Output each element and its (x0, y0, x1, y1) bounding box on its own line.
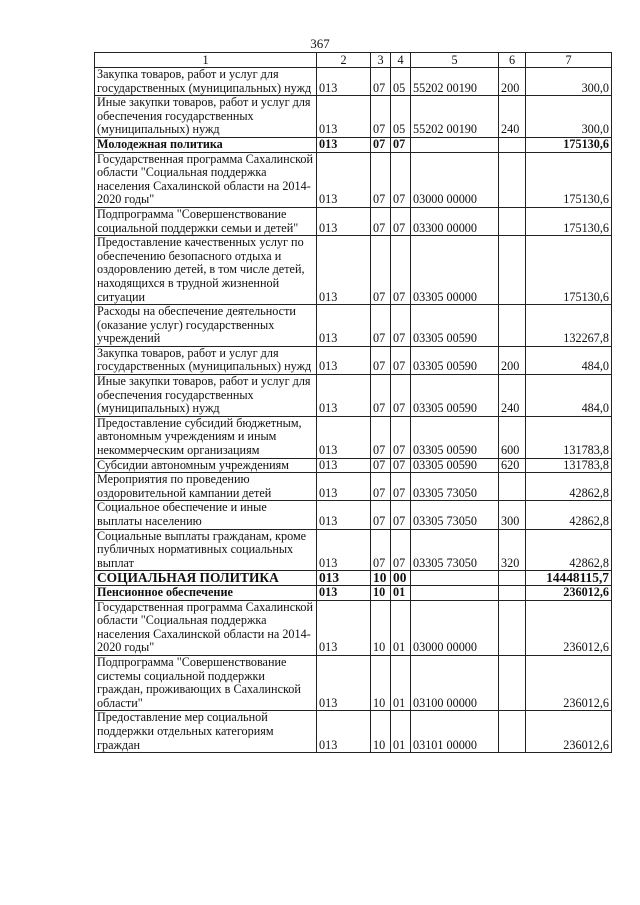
subsection-cell: 07 (391, 458, 411, 473)
subsection-cell: 07 (391, 236, 411, 305)
section-cell: 07 (371, 473, 391, 501)
amount-cell: 175130,6 (526, 137, 612, 152)
expense-type-cell (499, 305, 526, 347)
budget-table (94, 52, 612, 753)
table-row (95, 458, 612, 473)
amount-cell: 131783,8 (526, 458, 612, 473)
row-name-cell: Мероприятия по проведению оздоровительной кампании детей (95, 473, 317, 501)
section-cell: 07 (371, 501, 391, 529)
target-code-cell: 03305 73050 (411, 529, 499, 571)
section-cell: 07 (371, 207, 391, 235)
subsection-cell: 01 (391, 711, 411, 753)
ved-code-cell: 013 (317, 137, 371, 152)
row-name-cell: Социальное обеспечение и иные выплаты населению (95, 501, 317, 529)
ved-code-cell: 013 (317, 571, 371, 586)
row-name-cell: Предоставление субсидий бюджетным, автономным учреждениям и иным некоммерческим организациям (95, 416, 317, 458)
ved-code-cell: 013 (317, 207, 371, 235)
target-code-cell (411, 137, 499, 152)
section-cell: 10 (371, 585, 391, 600)
subsection-cell: 07 (391, 501, 411, 529)
target-code-cell: 03305 00590 (411, 305, 499, 347)
expense-type-cell (499, 137, 526, 152)
ved-code-cell: 013 (317, 346, 371, 374)
table-row (95, 207, 612, 235)
section-cell: 07 (371, 137, 391, 152)
header-cell: 3 (371, 53, 391, 68)
row-name-cell: Иные закупки товаров, работ и услуг для обеспечения государственных (муниципальных) нужд (95, 96, 317, 138)
expense-type-cell (499, 207, 526, 235)
expense-type-cell: 200 (499, 346, 526, 374)
table-row (95, 137, 612, 152)
subsection-cell: 07 (391, 416, 411, 458)
target-code-cell: 03305 00590 (411, 346, 499, 374)
header-cell: 4 (391, 53, 411, 68)
section-cell: 10 (371, 711, 391, 753)
ved-code-cell: 013 (317, 152, 371, 207)
table-row (95, 501, 612, 529)
row-name-cell: Расходы на обеспечение деятельности (оказание услуг) государственных учреждений (95, 305, 317, 347)
row-name-cell: Молодежная политика (95, 137, 317, 152)
amount-cell: 175130,6 (526, 236, 612, 305)
amount-cell: 484,0 (526, 375, 612, 417)
table-row (95, 152, 612, 207)
row-name-cell: Предоставление мер социальной поддержки отдельных категориям граждан (95, 711, 317, 753)
amount-cell: 175130,6 (526, 207, 612, 235)
section-cell: 10 (371, 655, 391, 710)
amount-cell: 236012,6 (526, 600, 612, 655)
target-code-cell: 03300 00000 (411, 207, 499, 235)
header-cell: 6 (499, 53, 526, 68)
header-cell: 7 (526, 53, 612, 68)
target-code-cell: 55202 00190 (411, 68, 499, 96)
table-row (95, 236, 612, 305)
expense-type-cell: 600 (499, 416, 526, 458)
section-cell: 07 (371, 416, 391, 458)
row-name-cell: СОЦИАЛЬНАЯ ПОЛИТИКА (95, 571, 317, 586)
subsection-cell: 00 (391, 571, 411, 586)
target-code-cell: 03100 00000 (411, 655, 499, 710)
table-header-row (95, 53, 612, 68)
ved-code-cell: 013 (317, 68, 371, 96)
target-code-cell: 03305 73050 (411, 501, 499, 529)
expense-type-cell: 240 (499, 375, 526, 417)
row-name-cell: Пенсионное обеспечение (95, 585, 317, 600)
amount-cell: 236012,6 (526, 711, 612, 753)
amount-cell: 300,0 (526, 96, 612, 138)
section-cell: 07 (371, 346, 391, 374)
table-row (95, 711, 612, 753)
expense-type-cell: 320 (499, 529, 526, 571)
section-cell: 07 (371, 305, 391, 347)
ved-code-cell: 013 (317, 711, 371, 753)
header-cell: 1 (95, 53, 317, 68)
section-cell: 07 (371, 96, 391, 138)
ved-code-cell: 013 (317, 96, 371, 138)
target-code-cell: 03305 73050 (411, 473, 499, 501)
expense-type-cell (499, 585, 526, 600)
row-name-cell: Социальные выплаты гражданам, кроме публичных нормативных социальных выплат (95, 529, 317, 571)
ved-code-cell: 013 (317, 585, 371, 600)
ved-code-cell: 013 (317, 416, 371, 458)
row-name-cell: Государственная программа Сахалинской области "Социальная поддержка населения Сахалинской области на 2014-2020 годы" (95, 152, 317, 207)
ved-code-cell: 013 (317, 501, 371, 529)
ved-code-cell: 013 (317, 655, 371, 710)
subsection-cell: 01 (391, 655, 411, 710)
section-cell: 07 (371, 458, 391, 473)
amount-cell: 14448115,7 (526, 571, 612, 586)
expense-type-cell: 240 (499, 96, 526, 138)
target-code-cell: 03000 00000 (411, 600, 499, 655)
amount-cell: 42862,8 (526, 473, 612, 501)
ved-code-cell: 013 (317, 305, 371, 347)
amount-cell: 175130,6 (526, 152, 612, 207)
section-cell: 07 (371, 236, 391, 305)
ved-code-cell: 013 (317, 236, 371, 305)
expense-type-cell (499, 473, 526, 501)
amount-cell: 131783,8 (526, 416, 612, 458)
table-row (95, 96, 612, 138)
section-cell: 07 (371, 152, 391, 207)
expense-type-cell (499, 571, 526, 586)
amount-cell: 42862,8 (526, 529, 612, 571)
section-cell: 10 (371, 571, 391, 586)
target-code-cell: 03305 00590 (411, 375, 499, 417)
subsection-cell: 01 (391, 585, 411, 600)
target-code-cell (411, 585, 499, 600)
subsection-cell: 07 (391, 137, 411, 152)
ved-code-cell: 013 (317, 473, 371, 501)
subsection-cell: 07 (391, 375, 411, 417)
ved-code-cell: 013 (317, 375, 371, 417)
subsection-cell: 07 (391, 305, 411, 347)
target-code-cell: 03101 00000 (411, 711, 499, 753)
table-row (95, 655, 612, 710)
amount-cell: 236012,6 (526, 585, 612, 600)
row-name-cell: Закупка товаров, работ и услуг для государственных (муниципальных) нужд (95, 346, 317, 374)
target-code-cell: 03305 00000 (411, 236, 499, 305)
subsection-cell: 07 (391, 346, 411, 374)
row-name-cell: Подпрограмма "Совершенствование системы социальной поддержки граждан, проживающих в Сахалинской области" (95, 655, 317, 710)
expense-type-cell (499, 600, 526, 655)
table-row (95, 529, 612, 571)
subsection-cell: 07 (391, 152, 411, 207)
section-cell: 07 (371, 375, 391, 417)
table-row (95, 585, 612, 600)
row-name-cell: Иные закупки товаров, работ и услуг для обеспечения государственных (муниципальных) нужд (95, 375, 317, 417)
table-row (95, 416, 612, 458)
target-code-cell: 03305 00590 (411, 416, 499, 458)
target-code-cell: 03305 00590 (411, 458, 499, 473)
ved-code-cell: 013 (317, 600, 371, 655)
row-name-cell: Предоставление качественных услуг по обеспечению безопасного отдыха и оздоровлению детей, в том числе детей, находящихся в трудной жизненной ситуации (95, 236, 317, 305)
amount-cell: 300,0 (526, 68, 612, 96)
table-row (95, 473, 612, 501)
row-name-cell: Закупка товаров, работ и услуг для государственных (муниципальных) нужд (95, 68, 317, 96)
subsection-cell: 05 (391, 96, 411, 138)
table-row (95, 571, 612, 586)
page-number: 367 (310, 36, 330, 51)
expense-type-cell: 620 (499, 458, 526, 473)
expense-type-cell (499, 711, 526, 753)
subsection-cell: 07 (391, 529, 411, 571)
table-row (95, 305, 612, 347)
table-row (95, 68, 612, 96)
amount-cell: 484,0 (526, 346, 612, 374)
section-cell: 07 (371, 68, 391, 96)
table-row (95, 600, 612, 655)
ved-code-cell: 013 (317, 529, 371, 571)
table-row (95, 375, 612, 417)
target-code-cell: 03000 00000 (411, 152, 499, 207)
target-code-cell (411, 571, 499, 586)
expense-type-cell (499, 236, 526, 305)
target-code-cell: 55202 00190 (411, 96, 499, 138)
section-cell: 07 (371, 529, 391, 571)
header-cell: 5 (411, 53, 499, 68)
ved-code-cell: 013 (317, 458, 371, 473)
amount-cell: 236012,6 (526, 655, 612, 710)
subsection-cell: 05 (391, 68, 411, 96)
expense-type-cell (499, 655, 526, 710)
section-cell: 10 (371, 600, 391, 655)
amount-cell: 42862,8 (526, 501, 612, 529)
expense-type-cell: 300 (499, 501, 526, 529)
subsection-cell: 07 (391, 473, 411, 501)
subsection-cell: 01 (391, 600, 411, 655)
header-cell: 2 (317, 53, 371, 68)
expense-type-cell: 200 (499, 68, 526, 96)
subsection-cell: 07 (391, 207, 411, 235)
table-row (95, 346, 612, 374)
row-name-cell: Подпрограмма "Совершенствование социальной поддержки семьи и детей" (95, 207, 317, 235)
row-name-cell: Субсидии автономным учреждениям (95, 458, 317, 473)
amount-cell: 132267,8 (526, 305, 612, 347)
expense-type-cell (499, 152, 526, 207)
row-name-cell: Государственная программа Сахалинской области "Социальная поддержка населения Сахалинской области на 2014-2020 годы" (95, 600, 317, 655)
